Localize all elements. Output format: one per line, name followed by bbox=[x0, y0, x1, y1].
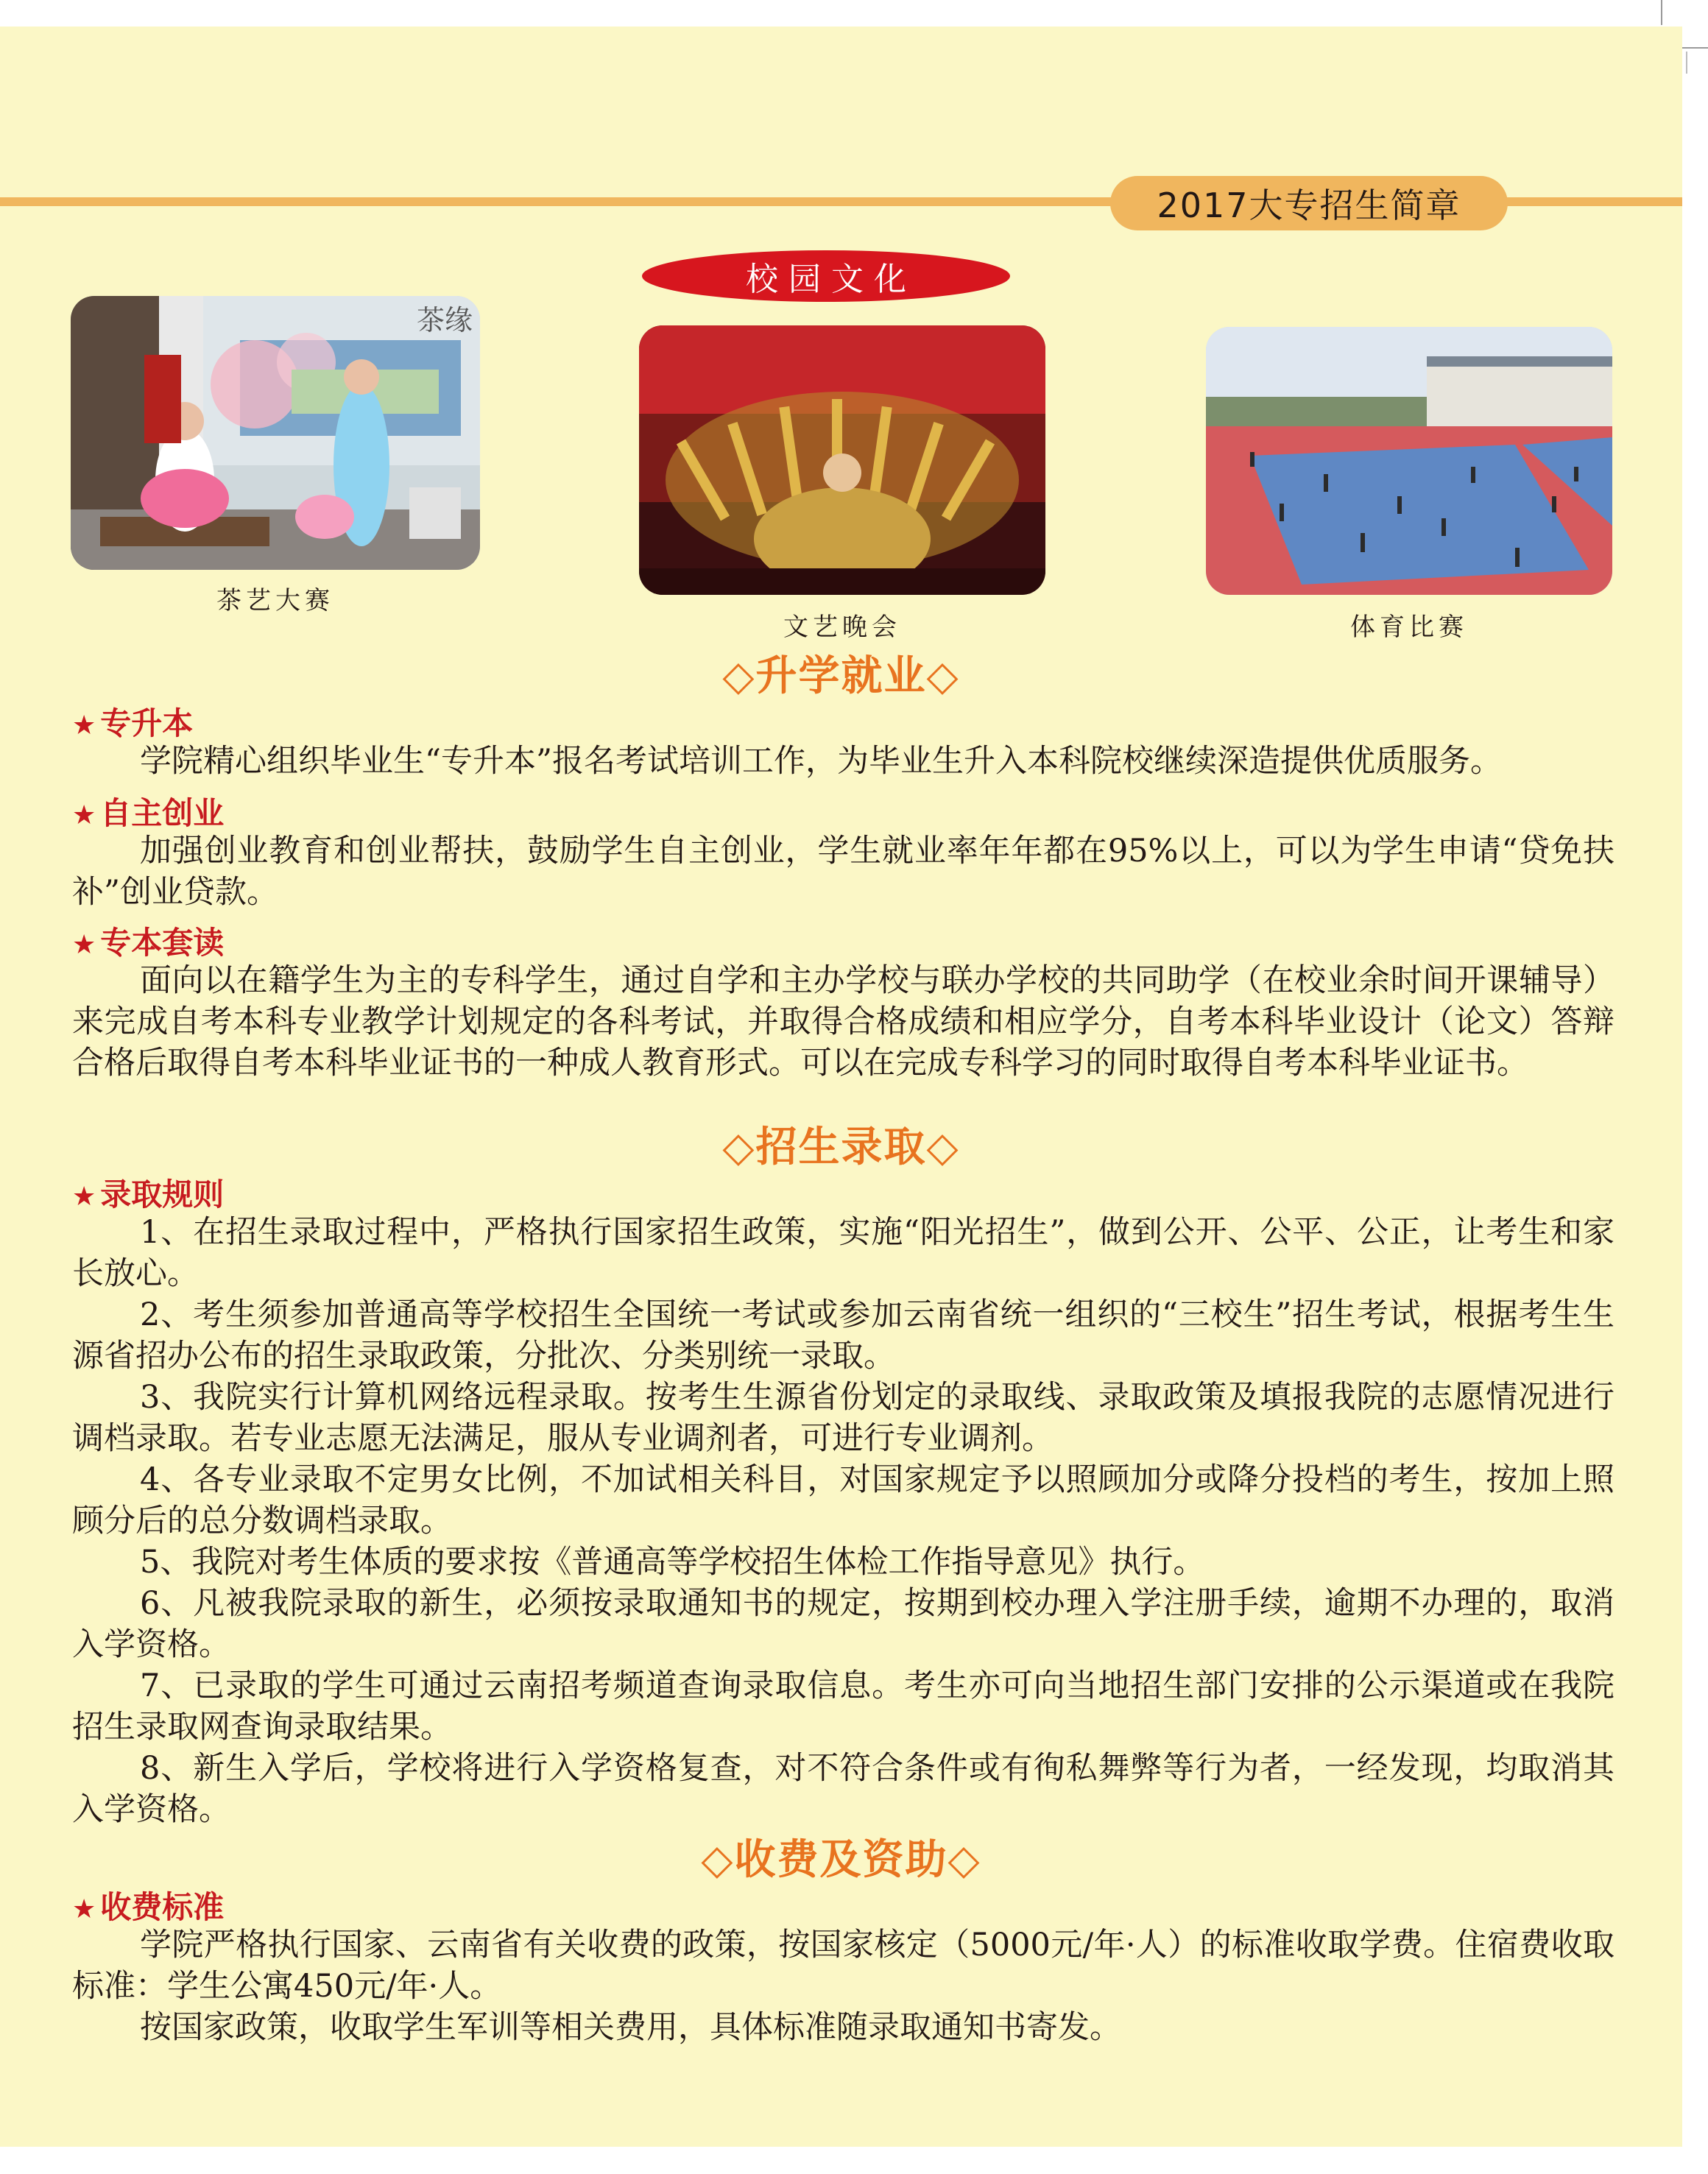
section-title-text: 升学就业 bbox=[755, 652, 927, 700]
entrepreneurship-paragraph: 加强创业教育和创业帮扶，鼓励学生自主创业，学生就业率年年都在95%以上，可以为学生申请“贷免扶补”创业贷款。 bbox=[72, 833, 1615, 911]
section-title-fees bbox=[0, 1827, 1682, 1886]
diamond-icon: ◇ bbox=[722, 1123, 756, 1171]
admission-rule: 1、在招生录取过程中，严格执行国家招生政策，实施“阳光招生”，做到公开、公平、公正，让考生和家长放心。 bbox=[72, 1214, 1615, 1292]
subhead-text: 专本套读 bbox=[100, 925, 225, 961]
brochure-title: 2017大专招生简章 bbox=[1157, 186, 1461, 225]
diamond-icon: ◇ bbox=[722, 652, 756, 700]
campus-culture-title: 校园文化 bbox=[746, 261, 917, 298]
subhead-entrepreneurship bbox=[72, 789, 224, 833]
diamond-icon: ◇ bbox=[947, 1836, 981, 1884]
star-icon: ★ bbox=[72, 1894, 96, 1924]
joint-degree-paragraph: 面向以在籍学生为主的专科学生，通过自学和主办学校与联办学校的共同助学（在校业余时间开课辅导）来完成自考本科专业教学计划规定的各科考试，并取得合格成绩和相应学分，自考本科毕业设计（论文）答辩合格后取得自考本科毕业证书的一种成人教育形式。可以在完成专科学习的同时取得自考本科毕业证书。 bbox=[72, 962, 1615, 1081]
star-icon: ★ bbox=[72, 930, 96, 960]
admission-rule: 7、已录取的学生可通过云南招考频道查询录取信息。考生亦可向当地招生部门安排的公示渠道或在我院招生录取网查询录取结果。 bbox=[72, 1667, 1615, 1746]
performance-caption: 文艺晚会 bbox=[783, 613, 901, 642]
crop-mark bbox=[1682, 47, 1708, 49]
crop-mark bbox=[1661, 0, 1662, 25]
subhead-upgrade bbox=[72, 699, 193, 744]
brochure-page bbox=[0, 27, 1682, 2147]
subhead-text: 专升本 bbox=[100, 705, 194, 741]
admission-rule: 4、各专业录取不定男女比例，不加试相关科目，对国家规定予以照顾加分或降分投档的考生，按加上照顾分后的总分数调档录取。 bbox=[72, 1461, 1615, 1539]
diamond-icon: ◇ bbox=[701, 1836, 735, 1884]
subhead-fee-standard bbox=[72, 1883, 224, 1927]
admission-rule: 8、新生入学后，学校将进行入学资格复查，对不符合条件或有徇私舞弊等行为者，一经发现，均取消其入学资格。 bbox=[72, 1750, 1615, 1828]
section-title-further-study bbox=[0, 643, 1682, 702]
section-title-text: 招生录取 bbox=[755, 1123, 927, 1171]
tea-art-caption: 茶艺大赛 bbox=[216, 586, 334, 615]
star-icon: ★ bbox=[72, 1182, 96, 1212]
header-pill bbox=[1110, 176, 1508, 230]
campus-culture-banner bbox=[642, 250, 1010, 302]
diamond-icon: ◇ bbox=[926, 652, 960, 700]
subhead-text: 录取规则 bbox=[100, 1176, 225, 1213]
tea-sign-text: 茶缘 bbox=[417, 304, 473, 336]
performance-photo bbox=[639, 325, 1045, 595]
sports-caption: 体育比赛 bbox=[1350, 613, 1468, 642]
admission-rule: 5、我院对考生体质的要求按《普通高等学校招生体检工作指导意见》执行。 bbox=[140, 1544, 1205, 1581]
subhead-text: 收费标准 bbox=[100, 1889, 225, 1925]
subhead-joint-degree bbox=[72, 919, 224, 963]
upgrade-paragraph: 学院精心组织毕业生“专升本”报名考试培训工作，为毕业生升入本科院校继续深造提供优质服务。 bbox=[140, 743, 1502, 780]
section-title-admission bbox=[0, 1115, 1682, 1174]
subhead-text: 自主创业 bbox=[100, 795, 225, 831]
admission-rule: 3、我院实行计算机网络远程录取。按考生生源省份划定的录取线、录取政策及填报我院的志愿情况进行调档录取。若专业志愿无法满足，服从专业调剂者，可进行专业调剂。 bbox=[72, 1379, 1615, 1457]
subhead-admission-rules bbox=[72, 1171, 224, 1215]
fee-paragraph: 按国家政策，收取学生军训等相关费用，具体标准随录取通知书寄发。 bbox=[140, 2009, 1121, 2046]
star-icon: ★ bbox=[72, 710, 96, 741]
star-icon: ★ bbox=[72, 800, 96, 830]
fee-paragraph: 学院严格执行国家、云南省有关收费的政策，按国家核定（5000元/年·人）的标准收取学费。住宿费收取标准：学生公寓450元/年·人。 bbox=[72, 1927, 1615, 2005]
sports-photo bbox=[1206, 327, 1612, 595]
admission-rule: 6、凡被我院录取的新生，必须按录取通知书的规定，按期到校办理入学注册手续，逾期不办理的，取消入学资格。 bbox=[72, 1585, 1615, 1663]
section-title-text: 收费及资助 bbox=[734, 1836, 948, 1884]
tea-art-photo bbox=[71, 296, 480, 570]
diamond-icon: ◇ bbox=[926, 1123, 960, 1171]
admission-rule: 2、考生须参加普通高等学校招生全国统一考试或参加云南省统一组织的“三校生”招生考试，根据考生生源省招办公布的招生录取政策，分批次、分类别统一录取。 bbox=[72, 1296, 1615, 1374]
crop-mark bbox=[1686, 52, 1687, 74]
